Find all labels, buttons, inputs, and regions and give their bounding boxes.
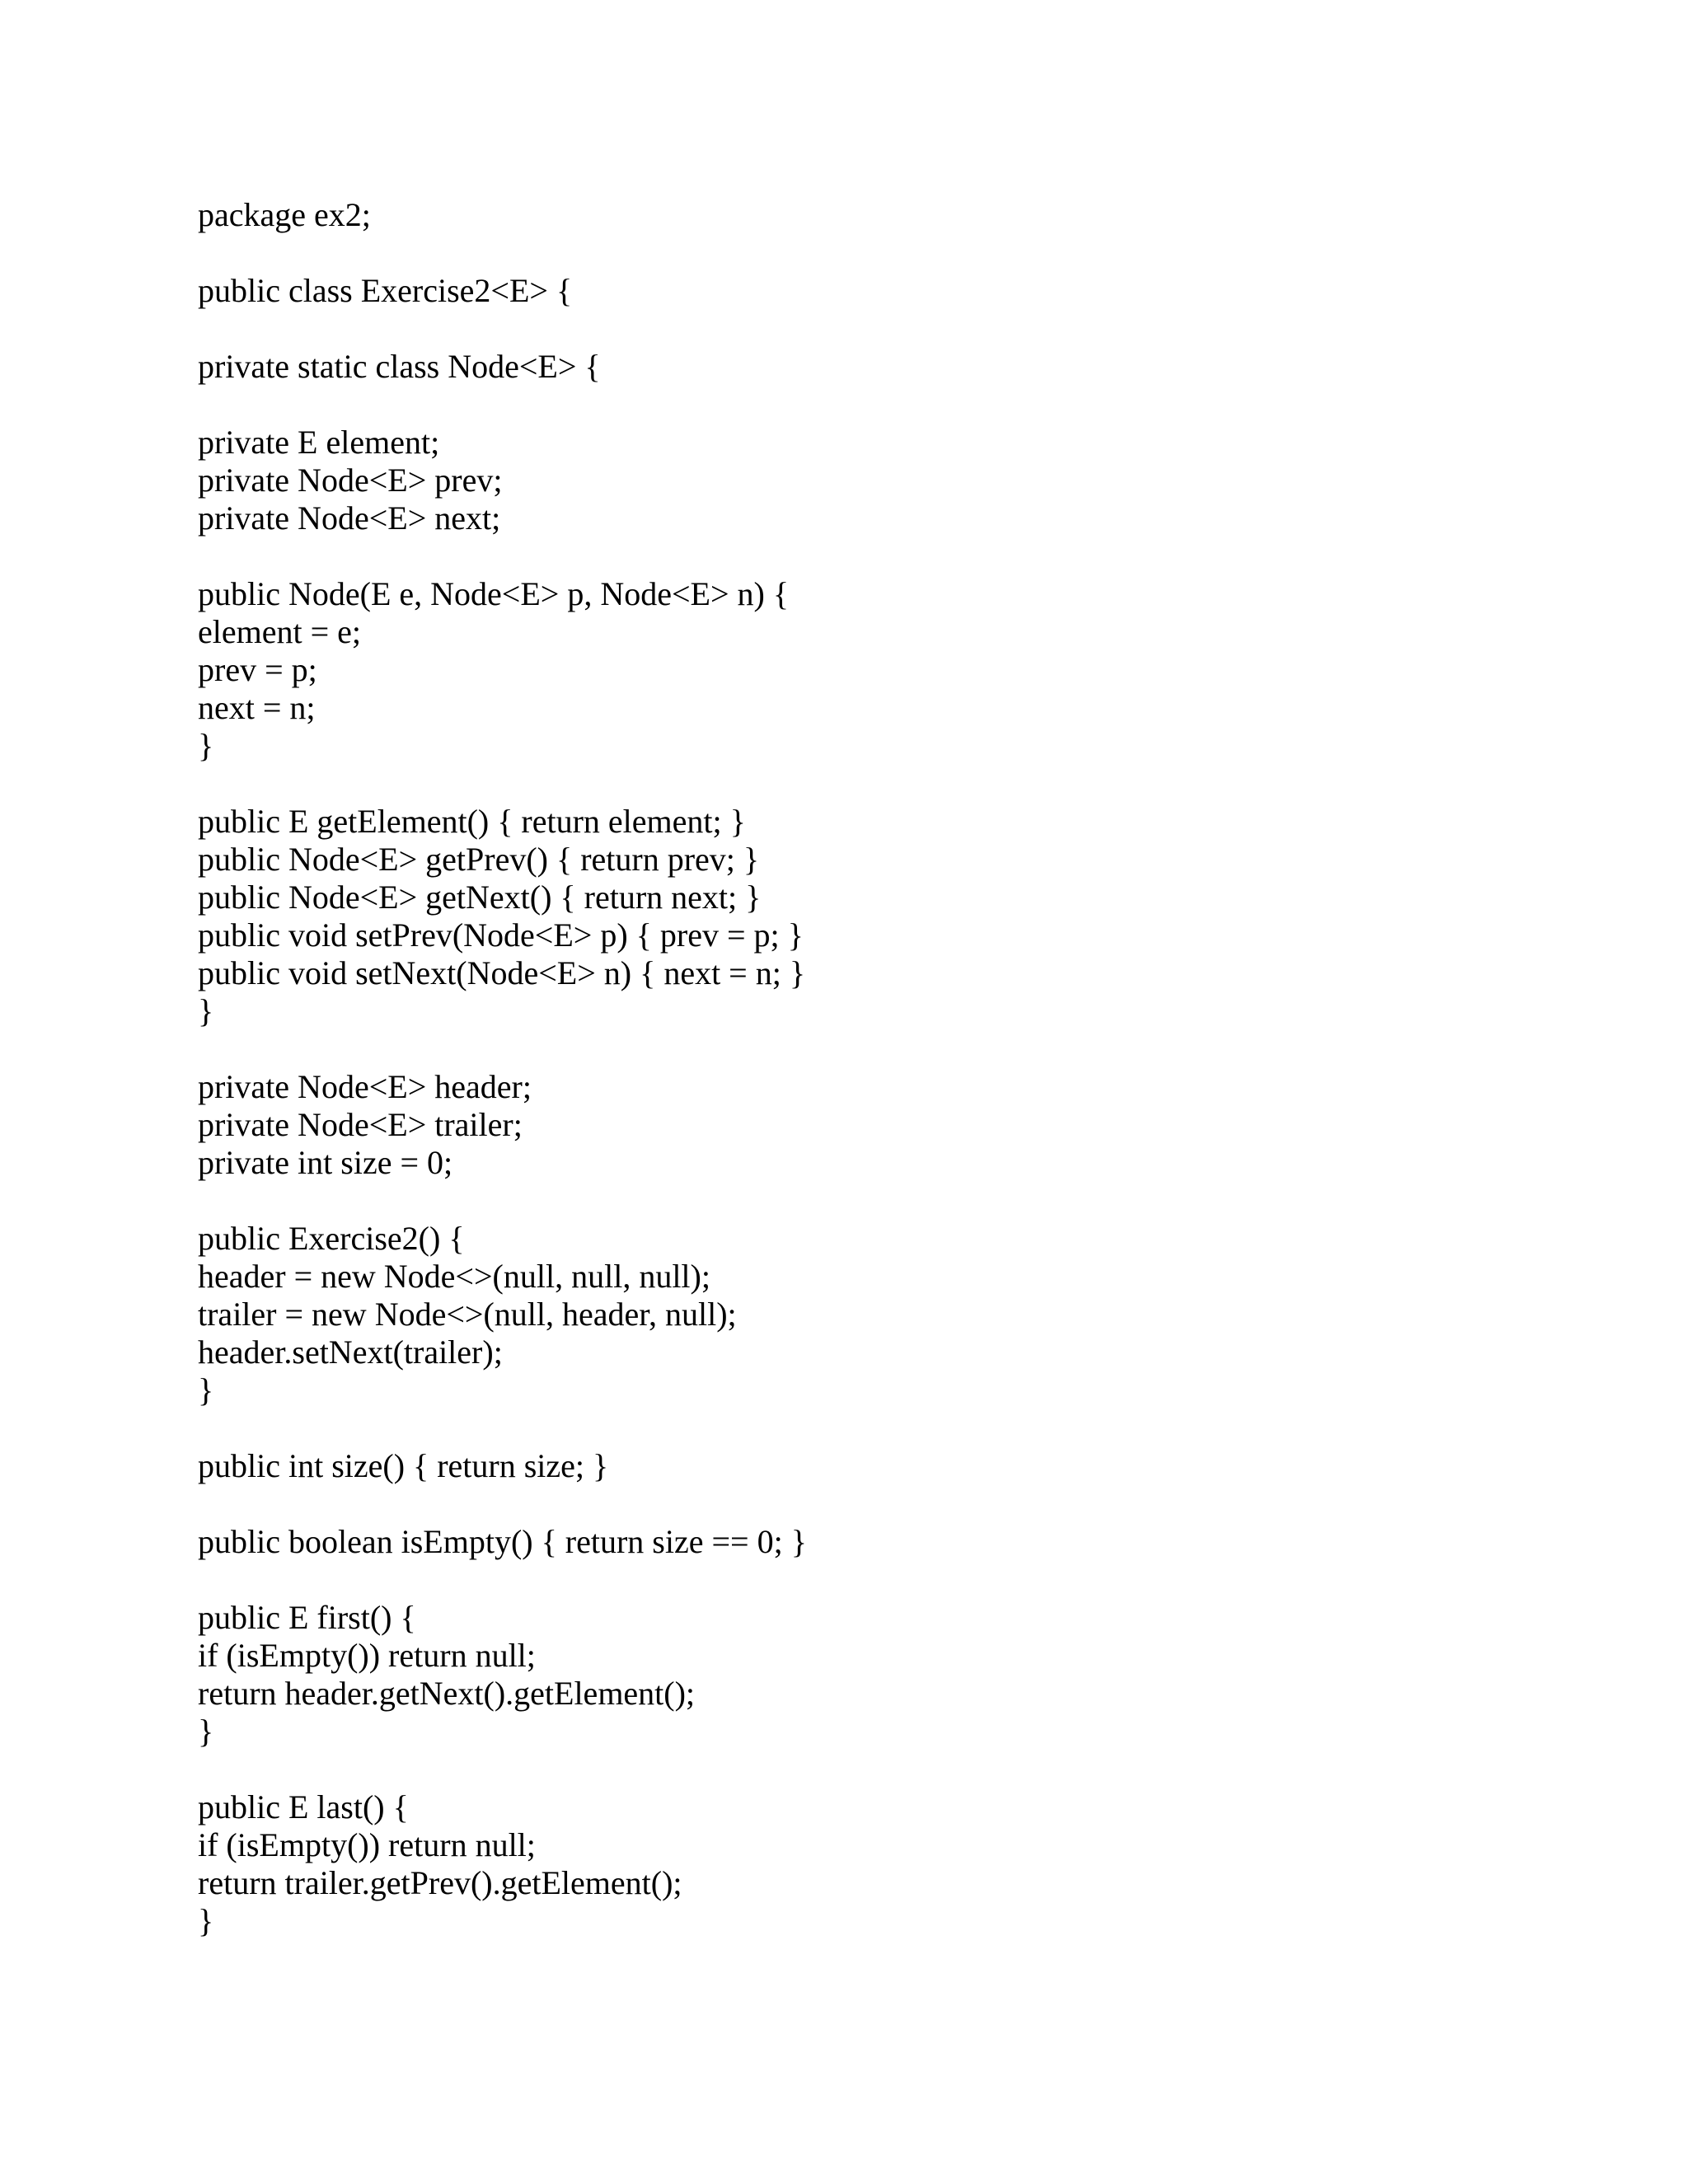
blank-line — [198, 1030, 1599, 1068]
code-line: public E getElement() { return element; } — [198, 803, 746, 840]
blank-line — [198, 1750, 1599, 1788]
code-line: element = e; — [198, 613, 362, 650]
blank-line — [198, 1182, 1599, 1220]
code-line: header.setNext(trailer); — [198, 1333, 503, 1371]
code-line: private Node<E> next; — [198, 499, 501, 537]
code-line: } — [198, 1713, 214, 1750]
code-line: } — [198, 992, 214, 1029]
blank-line — [198, 1561, 1599, 1599]
code-line: if (isEmpty()) return null; — [198, 1826, 536, 1863]
blank-line — [198, 234, 1599, 272]
code-line: public void setNext(Node<E> n) { next = n; } — [198, 954, 806, 991]
code-line: private Node<E> prev; — [198, 462, 503, 499]
blank-line — [198, 1485, 1599, 1523]
blank-line — [198, 537, 1599, 575]
blank-line — [198, 1409, 1599, 1447]
blank-line — [198, 765, 1599, 803]
code-line: private Node<E> trailer; — [198, 1106, 523, 1143]
code-line: public E first() { — [198, 1599, 416, 1636]
code-line: public class Exercise2<E> { — [198, 272, 573, 309]
code-line: public Node(E e, Node<E> p, Node<E> n) { — [198, 575, 790, 612]
code-line: private int size = 0; — [198, 1144, 453, 1181]
code-line: header = new Node<>(null, null, null); — [198, 1258, 710, 1295]
code-line: public void setPrev(Node<E> p) { prev = p; } — [198, 916, 804, 954]
code-line: public E last() { — [198, 1788, 409, 1825]
code-line: } — [198, 1902, 214, 1939]
code-line: next = n; — [198, 689, 316, 726]
blank-line — [198, 386, 1599, 424]
code-line: private Node<E> header; — [198, 1068, 532, 1105]
code-line: } — [198, 1371, 214, 1408]
code-line: package ex2; — [198, 196, 371, 233]
code-line: } — [198, 727, 214, 764]
code-line: private E element; — [198, 424, 440, 461]
code-listing — [198, 196, 1599, 1940]
code-line: return header.getNext().getElement(); — [198, 1675, 696, 1712]
code-line: if (isEmpty()) return null; — [198, 1637, 536, 1674]
code-line: public Node<E> getPrev() { return prev; } — [198, 841, 760, 878]
code-line: public Node<E> getNext() { return next; } — [198, 879, 762, 916]
code-line: private static class Node<E> { — [198, 348, 601, 385]
code-line: public int size() { return size; } — [198, 1447, 609, 1484]
code-line: public boolean isEmpty() { return size == 0; } — [198, 1523, 807, 1560]
code-line: public Exercise2() { — [198, 1220, 465, 1257]
code-line: return trailer.getPrev().getElement(); — [198, 1864, 682, 1901]
blank-line — [198, 310, 1599, 348]
code-line: trailer = new Node<>(null, header, null); — [198, 1296, 737, 1333]
code-line: prev = p; — [198, 651, 317, 688]
